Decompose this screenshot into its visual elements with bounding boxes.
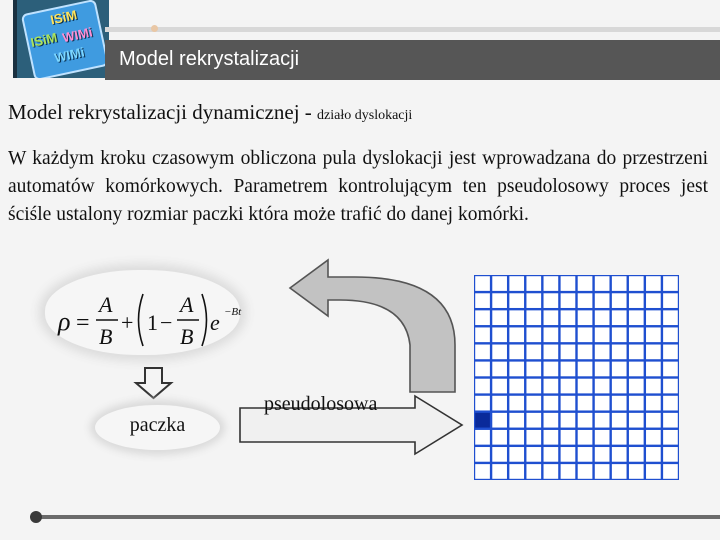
grid-cell (492, 379, 507, 394)
grid-cell (595, 293, 610, 308)
logo-letters-3: WIMi (60, 24, 94, 46)
grid-cell (492, 345, 507, 360)
grid-cell (475, 396, 490, 411)
svg-text:−: − (160, 310, 173, 335)
grid-cell (526, 276, 541, 291)
grid-cell (561, 379, 576, 394)
svg-text:+: + (121, 310, 134, 335)
body-paragraph: W każdym kroku czasowym obliczona pula dyslokacji jest wprowadzana do przestrzeni automatów komórkowych. Parametrem kontrolującym ten pseudolosowy proces jest ściśle ustalony rozmiar paczki która może trafić do danej komórki. (8, 148, 708, 225)
down-arrow (136, 368, 171, 398)
grid-cell (646, 430, 661, 445)
grid-cell (526, 293, 541, 308)
grid-cell (544, 379, 559, 394)
grid-cell (612, 447, 627, 462)
svg-text:A: A (99, 292, 113, 317)
grid-cell (612, 464, 627, 479)
grid-cell (578, 310, 593, 325)
grid-cell (492, 464, 507, 479)
grid-cell (544, 430, 559, 445)
grid-cell (509, 327, 524, 342)
grid-cell (526, 345, 541, 360)
grid-cell (509, 430, 524, 445)
grid-cell (475, 345, 490, 360)
grid-cell (544, 396, 559, 411)
grid-cell (629, 327, 644, 342)
grid-cell (544, 345, 559, 360)
grid-cell (544, 447, 559, 462)
grid-cell (526, 447, 541, 462)
grid-cell (526, 430, 541, 445)
bottom-divider (34, 515, 720, 519)
grid-cell (646, 447, 661, 462)
grid-cell (663, 396, 678, 411)
grid-cell (492, 293, 507, 308)
grid-cell (544, 310, 559, 325)
grid-cell (509, 293, 524, 308)
grid-cell (492, 362, 507, 377)
grid-cell (561, 413, 576, 428)
grid-cell (663, 310, 678, 325)
grid-cell (595, 430, 610, 445)
grid-cell (578, 293, 593, 308)
grid-cell (492, 396, 507, 411)
grid-cell (646, 276, 661, 291)
grid-cell (629, 430, 644, 445)
grid-cell (595, 362, 610, 377)
grid-cell (646, 345, 661, 360)
grid-cell (646, 413, 661, 428)
grid-cell (629, 413, 644, 428)
grid-cell (544, 327, 559, 342)
grid-cell (544, 293, 559, 308)
grid-cell (612, 327, 627, 342)
grid-cell (578, 464, 593, 479)
grid-cell (561, 310, 576, 325)
svg-text:=: = (76, 310, 90, 336)
grid-cell (475, 447, 490, 462)
grid-cell (646, 293, 661, 308)
grid-cell (612, 276, 627, 291)
paczka-box (95, 405, 220, 450)
grid-cell (526, 396, 541, 411)
grid-cell (629, 379, 644, 394)
grid-cell-selected (475, 413, 490, 428)
grid-cell (612, 362, 627, 377)
logo-letters-2: ISiM (29, 29, 59, 51)
grid-cell (492, 413, 507, 428)
cellular-grid (474, 275, 679, 480)
grid-cell (526, 413, 541, 428)
grid-cell (492, 447, 507, 462)
svg-text:−Bt: −Bt (224, 306, 242, 318)
grid-cell (544, 413, 559, 428)
grid-cell (612, 396, 627, 411)
grid-cell (612, 430, 627, 445)
grid-cell (646, 396, 661, 411)
grid-cell (646, 327, 661, 342)
grid-cell (544, 362, 559, 377)
slide-title: Model rekrystalizacji (119, 48, 300, 70)
grid-cell (629, 310, 644, 325)
grid-cell (561, 464, 576, 479)
grid-cell (578, 430, 593, 445)
grid-cell (663, 430, 678, 445)
grid-cell (509, 345, 524, 360)
grid-cell (578, 327, 593, 342)
grid-cell (646, 379, 661, 394)
svg-text:1: 1 (147, 310, 158, 335)
grid-cell (663, 447, 678, 462)
grid-cell (595, 464, 610, 479)
arrow-label: pseudolosowa (264, 393, 378, 415)
grid-cell (663, 293, 678, 308)
grid-cell (663, 379, 678, 394)
grid-cell (578, 362, 593, 377)
grid-cell (526, 362, 541, 377)
grid-cell (509, 310, 524, 325)
svg-text:B: B (99, 324, 113, 349)
grid-cell (578, 413, 593, 428)
grid-cell (475, 276, 490, 291)
grid-cell (475, 310, 490, 325)
grid-cell (578, 396, 593, 411)
svg-text:B: B (180, 324, 194, 349)
grid-cell (663, 327, 678, 342)
grid-cell (526, 327, 541, 342)
grid-cell (629, 396, 644, 411)
grid-cell (509, 396, 524, 411)
grid-cell (475, 464, 490, 479)
grid-cell (475, 379, 490, 394)
grid-cell (612, 413, 627, 428)
curved-arrow (290, 260, 455, 392)
grid-cell (646, 464, 661, 479)
grid-cell (492, 430, 507, 445)
grid-cell (561, 293, 576, 308)
grid-cell (526, 379, 541, 394)
grid-cell (612, 293, 627, 308)
grid-cell (663, 362, 678, 377)
grid-cell (612, 310, 627, 325)
grid-cell (629, 464, 644, 479)
grid-cell (509, 379, 524, 394)
grid-cell (595, 413, 610, 428)
svg-text:ρ: ρ (58, 307, 71, 336)
grid-cell (629, 362, 644, 377)
grid-cell (629, 293, 644, 308)
paczka-label: paczka (129, 414, 186, 436)
grid-cell (612, 345, 627, 360)
bottom-divider-dot (30, 511, 42, 523)
grid-cell (663, 413, 678, 428)
grid-cell (509, 413, 524, 428)
grid-cell (475, 327, 490, 342)
grid-cell (646, 362, 661, 377)
grid-cell (629, 447, 644, 462)
grid-cell (578, 379, 593, 394)
grid-cell (578, 276, 593, 291)
grid-cell (629, 345, 644, 360)
logo-letters-1: ISiM (48, 7, 79, 28)
grid-cell (544, 464, 559, 479)
grid-cell (509, 447, 524, 462)
grid-cell (561, 276, 576, 291)
grid-cell (578, 345, 593, 360)
grid-cell (526, 464, 541, 479)
grid-cell (663, 464, 678, 479)
grid-cell (526, 310, 541, 325)
grid-cell (595, 345, 610, 360)
section-heading-main: Model rekrystalizacji dynamicznej - (8, 100, 318, 124)
grid-cell (595, 396, 610, 411)
grid-cell (663, 345, 678, 360)
grid-cell (475, 430, 490, 445)
grid-cell (492, 276, 507, 291)
grid-cell (595, 276, 610, 291)
section-heading-sub: działo dyslokacji (317, 108, 413, 123)
grid-cell (646, 310, 661, 325)
formula (57, 292, 242, 349)
grid-cell (475, 362, 490, 377)
grid-cell (561, 447, 576, 462)
grid-cell (475, 293, 490, 308)
grid-cell (629, 276, 644, 291)
grid-cell (509, 464, 524, 479)
grid-cell (492, 310, 507, 325)
grid-cell (561, 362, 576, 377)
logo-letters-4: WIMi (52, 44, 86, 66)
grid-cell (595, 379, 610, 394)
grid-cell (578, 447, 593, 462)
grid-cell (509, 276, 524, 291)
grid-cell (561, 396, 576, 411)
grid-cell (509, 362, 524, 377)
grid-cell (595, 447, 610, 462)
grid-cell (663, 276, 678, 291)
svg-text:A: A (180, 292, 194, 317)
grid-cell (492, 327, 507, 342)
grid-cell (612, 379, 627, 394)
grid-cell (561, 327, 576, 342)
grid-cell (561, 430, 576, 445)
grid-cell (595, 327, 610, 342)
grid-cell (595, 310, 610, 325)
grid-cell (544, 276, 559, 291)
svg-text:e: e (210, 310, 220, 335)
grid-cell (561, 345, 576, 360)
